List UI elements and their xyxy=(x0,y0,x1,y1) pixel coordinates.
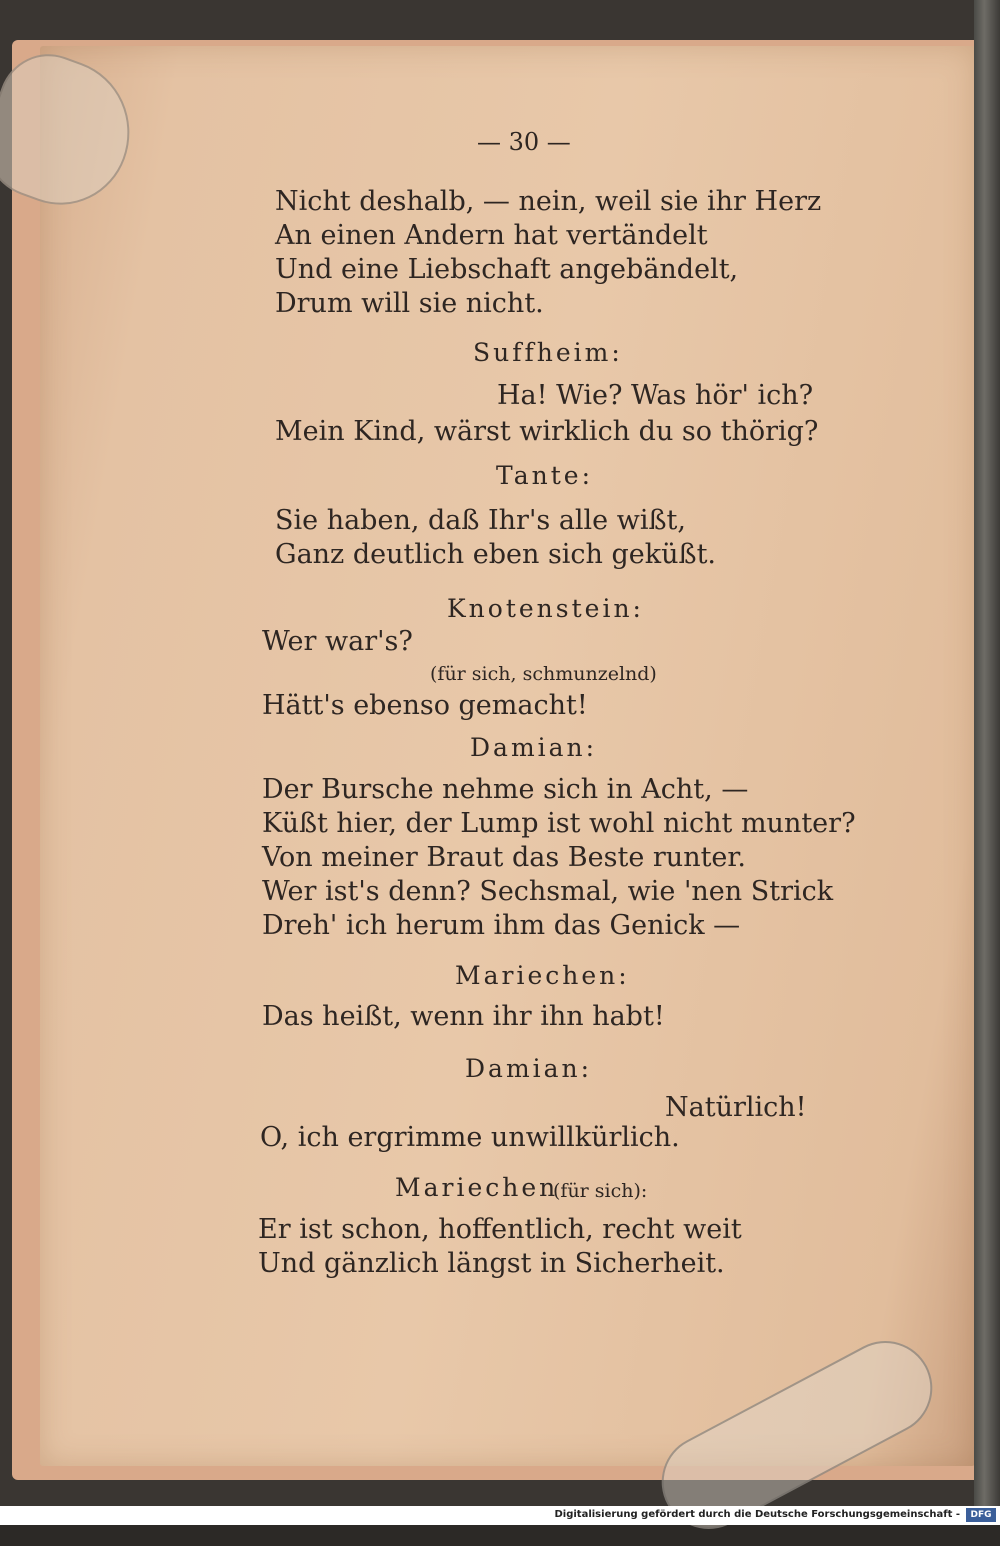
speaker-label: Mariechen: xyxy=(455,961,630,990)
verse-line: Ha! Wie? Was hör' ich? xyxy=(497,380,814,411)
speaker-label: Mariechen xyxy=(395,1173,559,1202)
verse-line: Nicht deshalb, — nein, weil sie ihr Herz xyxy=(275,186,822,217)
speaker-label: Damian: xyxy=(465,1054,593,1083)
verse-line: Ganz deutlich eben sich geküßt. xyxy=(275,539,717,570)
speaker-label: Damian: xyxy=(470,733,598,762)
verse-line: Drum will sie nicht. xyxy=(275,288,544,319)
page-number: — 30 — xyxy=(477,128,571,156)
verse-line: An einen Andern hat vertändelt xyxy=(275,220,708,251)
verse-line: Er ist schon, hoffentlich, recht weit xyxy=(258,1214,742,1245)
verse-line: Wer war's? xyxy=(262,626,413,657)
stage-direction: (für sich): xyxy=(553,1180,648,1202)
dfg-logo: DFG xyxy=(966,1508,996,1522)
speaker-label: Suffheim: xyxy=(473,338,623,367)
verse-line: Und gänzlich längst in Sicherheit. xyxy=(258,1248,725,1279)
verse-line: Sie haben, daß Ihr's alle wißt, xyxy=(275,505,686,536)
verse-line: Wer ist's denn? Sechsmal, wie 'nen Strick xyxy=(262,876,834,907)
verse-line: Dreh' ich herum ihm das Genick — xyxy=(262,910,741,941)
verse-line: O, ich ergrimme unwillkürlich. xyxy=(260,1122,680,1153)
speaker-label: Knotenstein: xyxy=(447,594,644,623)
verse-line: Und eine Liebschaft angebändelt, xyxy=(275,254,739,285)
verse-line: Hätt's ebenso gemacht! xyxy=(262,690,588,721)
funding-credit: Digitalisierung gefördert durch die Deutsche Forschungsgemeinschaft - xyxy=(554,1509,960,1520)
verse-line: Natürlich! xyxy=(665,1092,807,1123)
verse-line: Mein Kind, wärst wirklich du so thörig? xyxy=(275,416,819,447)
verse-line: Von meiner Braut das Beste runter. xyxy=(262,842,746,873)
speaker-label: Tante: xyxy=(496,461,594,490)
verse-line: Das heißt, wenn ihr ihn habt! xyxy=(262,1001,665,1032)
verse-line: Küßt hier, der Lump ist wohl nicht munter? xyxy=(262,808,856,839)
book-spine xyxy=(974,0,1000,1506)
stage-direction: (für sich, schmunzelnd) xyxy=(430,663,657,685)
verse-line: Der Bursche nehme sich in Acht, — xyxy=(262,774,749,805)
